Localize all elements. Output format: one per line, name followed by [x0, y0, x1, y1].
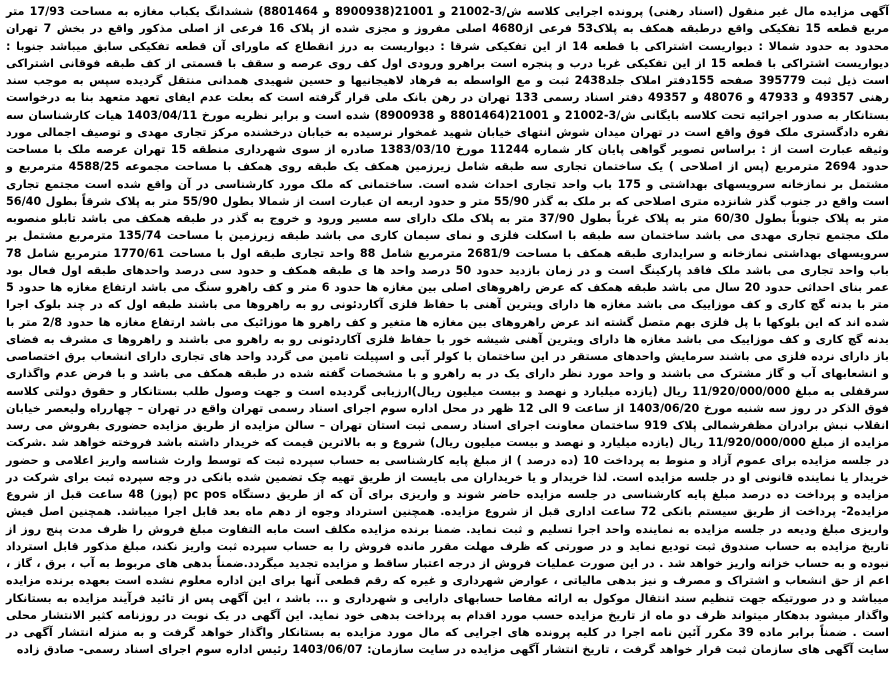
auction-notice-text: آگهی مزایده مال غیر منقول (اسناد رهنی) پرونده اجرایی کلاسه ش/3-21002 و 21001(8900938 و 8801464) ششدانگ یکباب مغازه به مساحت 17/93 متر مربع قطعه 15 تفکیکی واقع درطبقه همکف به پلاک53 فرعی از4680 اصلی مفروز و مجزی شده از پلاک 16 فرعی از اصلی مذکور واقع در بخش 7 تهران محدود به حدود شمالا : دیواریست اشتراکی با قطعه 14 از این تفکیکی شرقا : دیواریست به درز انقطاع که ماورای آن قطعه تفکیکی سابق میباشد جنوبا : دیواریست اشتراکی با قطعه 15 از این تفکیکی غربا درب و پنجره است براهرو ورودی اول کف روی عرصه و سقف با قسمتی از کف طبقه فوقانی اشتراکی است ذیل ثبت 395779 صفحه 155دفتر املاک جلد2438 ثبت و مع الواسطه به فرهاد لاهیجانیها و حسین شهیدی همدانی منتقل گردیده سپس به موجب سند رهنی 49357 و 47933 و 48076 و 49357 دفتر اسناد رسمی 133 تهران در رهن بانک ملی قرار گرفته است که بعلت عدم ایفای تعهد متعهد بنا به درخواست بستانکار به صدور اجرائیه تحت کلاسه بایگانی ش/3-21002 و 21001(8801464 و 8900938) شده است و برابر نظریه مورخ 1403/04/11 هیات کارشناسان سه نفره دادگستری ملک فوق واقع است در تهران میدان شوش انتهای خیابان شهید غمخوار نرسیده به خیابان درخشنده مرکز تجاری مهدی و توصیف اجمالی مورد وثیقه عبارت است از : براساس تصویر گواهی پایان کار شماره 11244 مورخ 1383/03/10 صادره از سوی شهرداری منطقه 15 تهران عرصه ملک با مساحت حدود 2694 مترمربع (پس از اصلاحی ) یک ساختمان تجاری سه طبقه شامل زیرزمین همکف یک طبقه روی همکف با مساحت مجموعه 4588/25 مترمربع و مشتمل بر نمازخانه سرویسهای بهداشتی و 175 باب واحد تجاری احداث شده است. ساختمانی که ملک مورد کارشناسی در آن واقع شده است مجتمع تجاری است واقع در جنوب گذر شانزده متری اصلاحی که بر ملک به گذر 55/90 متر و حدود اربعه ان عبارت است از شمالا بطول 55/90 متر به پلاک شرقاً بطول 56/40 متر به پلاک جنوباً بطول 60/30 متر به پلاک غرباً بطول 37/90 متر به پلاک ملک دارای سه مسیر ورود و خروج به گذر در طبقه همکف می باشد تابلو منصوبه ملک مجتمع تجاری مهدی می باشد ساختمان سه طبقه با اسکلت فلزی و نمای سیمان کاری می باشد طبقه زیرزمین با مساحت 135/74 مترمربع مشتمل بر سرویسهای بهداشتی نمازخانه و سرایداری طبقه همکف با مساحت 2681/9 مترمربع شامل 88 واحد تجاری طبقه اول با مساحت 1770/61 مترمربع شامل 78 باب واحد تجاری می باشد ملک فاقد پارکینگ است و در زمان بازدید حدود 50 درصد واحد ها ی طبقه همکف و حدود سی درصد واحدهای طبقه اول فعال بود عمر بنای احداثی حدود 20 سال می باشد طبقه همکف که عرض راهروهای اصلی بین مغازه ها حدود 6 متر و کف راهرو سنگ می باشد ارتفاع مغازه ها حدود 5 متر با بدنه گچ کاری و کف موزاییک می باشد مغازه ها دارای ویترین آهنی با حفاظ فلزی آکاردئونی رو به راهروها می باشند طبقه اول که در چند بلوک اجرا شده اند که این بلوکها با پل فلزی بهم متصل گشته اند عرض راهروهای بین مغازه ها متغیر و کف راهرو ها موزائیک می باشد ارتفاع مغازه ها حدود 2/8 متر با بدنه گچ کاری و کف موزاییک می باشد مغازه ها دارای ویترین آهنی شیشه خور با حفاظ فلزی آکاردئونی رو به راهرو می باشند و راهروها ی مشرف به فضای باز دارای نرده فلزی می باشند سرمایش واحدهای مستقر در این ساختمان با کولر آبی و اسپیلت تامین می گردد واحد های تجاری دارای انشعاب برق اختصاصی و انشعابهای آب و گاز مشترک می باشند و واحد مورد نظر دارای یک در به راهرو و با مشخصات گفته شده در طبقه همکف می باشد و با فرض عدم واگذاری سرقفلی به مبلغ 11/920/000/000 ریال (یازده میلیارد و نهصد و بیست میلیون ریال)ارزیابی گردیده است و جهت وصول طلب بستانکار و حقوق دولتی کلاسه فوق الذکر در روز سه شنبه مورخ 1403/06/20 از ساعت 9 الی 12 ظهر در محل اداره سوم اجرای اسناد رسمی تهران واقع در تهران – چهارراه ولیعصر خیابان انقلاب نبش برادران مظفرشمالی پلاک 919 ساختمان معاونت اجرای اسناد رسمی ثبت استان تهران – سالن مزایده از طریق مزایده حضوری بفروش می رسد مزایده از مبلغ 11/920/000/000 ریال (یازده میلیارد و نهصد و بیست میلیون ریال) شروع و به بالاترین قیمت که خریدار داشته باشد فروخته خواهد شد .شرکت در جلسه مزایده برای عموم آزاد و منوط به پرداخت 10 (ده درصد ) از مبلغ پایه کارشناسی به حساب سپرده ثبت که توسط وارث شناسه واریز اعلامی و حضور خریدار یا نماینده قانونی او در جلسه مزایده است. لذا خریدار و یا خریداران می بایست از طریق تهیه چک تضمین شده بانکی در وجه سپرده ثبت برای شرکت در مزایده و پرداخت ده درصد مبلغ پایه کارشناسی در جلسه مزایده حاضر شوند و واریزی برای آن که از طریق دستگاه pc pos (پوز) 48 ساعت قبل از شروع مزایده2- پرداخت از طریق سیستم بانکی 72 ساعت اداری قبل از شروع مزایده. همچنین استرداد وجوه از دهم ماه بعد قابل اجرا میباشد. همچنین اصل فیش واریزی مبلغ ودیعه در جلسه مزایده به نماینده واحد اجرا تسلیم و ثبت نماید. ضمنا برنده مزایده مکلف است مابه التفاوت مبلغ فروش را ظرف مدت پنج روز از تاریخ مزایده به حساب صندوق ثبت تودیع نماید و در صورتی که ظرف مهلت مقرر مانده فروش را به حساب سپرده ثبت واریز نکند، مبلغ مذکور قابل استرداد نبوده و به حساب خزانه واریز خواهد شد . در این صورت عملیات فروش از درجه اعتبار ساقط و مزایده تجدید میگردد.ضمناً بدهی های مربوط به آب ، برق ، گاز ، اعم از حق انشعاب و اشتراک و مصرف و نیز بدهی مالیاتی ، عوارض شهرداری و غیره که رقم قطعی آنها برای این اداره معلوم نشده است بعهده برنده مزایده میباشد و در صورتیکه جهت تنظیم سند انتقال موکول به ارائه مفاصا حسابهای دارایی و شهرداری و ... باشد ، این آگهی پس از تائید فرآیند مزایده به بستانکار واگذار میشود بدهکار میتواند ظرف دو ماه از تاریخ مزایده حسب مورد اقدام به پرداخت بدهی خود نماید. این آگهی در یک نوبت در روزنامه کثیر الانتشار محلی است . ضمناً برابر ماده 39 مکرر آئین نامه اجرا در کلیه پرونده های اجرایی که مال مورد مزایده به بستانکار واگذار خواهد گرفت و به منزله انتشار آگهی در سایت آگهی های سازمان ثبت قرار خواهد گرفت ، تاریخ انتشار آگهی مزایده در سایت سازمان: 1403/06/07 رئیس اداره سوم اجرای اسناد رسمی- صادق زاده [6, 5, 890, 657]
